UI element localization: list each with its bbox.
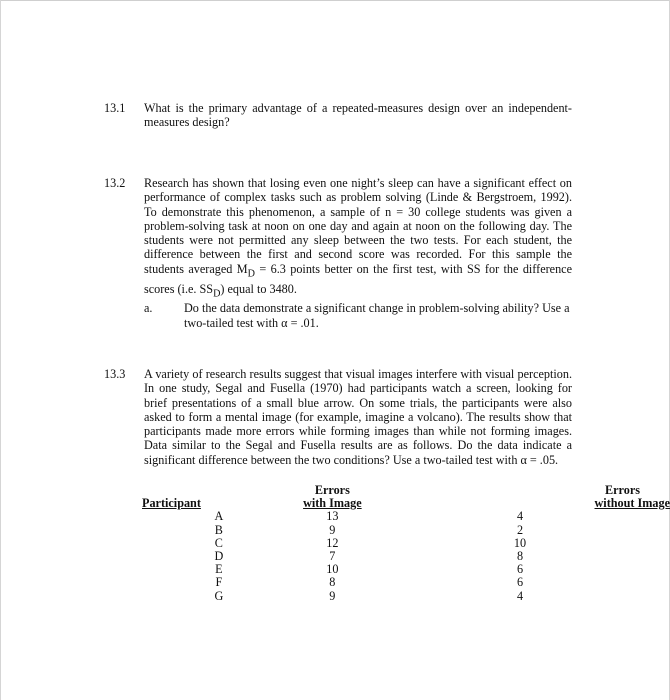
problem-text-part1: Research has shown that losing even one night’s sleep can have a significant effect on performance of complex tasks such as problem solving (Linde & Bergstroem, 1992). To demonstrate this phenomenon, a sample of n = 30 college students was given a problem-solving task at noon on one day and again at noon on the following day. The students were not permitted any sleep between the two tests. For each student, the difference between the first and second score was recorded. For this sample the students averaged M xyxy=(144,176,572,276)
problem-text-part2: = 6.3 points better on the first test, with SS for the difference scores (i.e. SS xyxy=(144,261,572,296)
cell-with-image: 8 xyxy=(329,575,336,590)
table-row xyxy=(142,510,670,523)
cell-with-image: 9 xyxy=(329,522,336,537)
table-header-row xyxy=(142,484,670,510)
cell-participant: E xyxy=(215,562,223,577)
cell-with-image: 12 xyxy=(326,535,339,550)
cell-participant: F xyxy=(215,575,223,590)
table-row xyxy=(142,576,670,589)
cell-participant: G xyxy=(214,588,224,603)
table-row xyxy=(142,590,670,603)
header-without-image: Errors without Image xyxy=(594,483,670,511)
cell-without-image: 2 xyxy=(516,522,524,537)
problem-text: What is the primary advantage of a repeated-measures design over an independent-measures design? xyxy=(144,101,572,130)
cell-with-image: 7 xyxy=(329,549,336,564)
header-participant: Participant xyxy=(142,496,201,511)
cell-with-image: 13 xyxy=(326,509,339,524)
cell-without-image: 4 xyxy=(516,509,524,524)
cell-participant: D xyxy=(214,549,224,564)
cell-participant: B xyxy=(214,522,223,537)
problem-13-3 xyxy=(104,367,572,467)
subscript-d-2: D xyxy=(213,287,221,299)
problem-text-part3: ) equal to 3480. xyxy=(220,281,297,296)
cell-with-image: 9 xyxy=(329,588,336,603)
cell-participant: A xyxy=(214,509,224,524)
page-edge-top xyxy=(0,0,670,1)
cell-with-image: 10 xyxy=(326,562,339,577)
problem-text: A variety of research results suggest that visual images interfere with visual perception. In one study, Segal and Fusella (1970) had participants watch a screen, looking for brief presentations of a small blue arrow. On some trials, the participants were also asked to form a mental image (for example, imagine a volcano). The results show that participants made more errors while forming images than while not forming images. Data similar to the Segal and Fusella results are as follows. Do the data indicate a significant difference between the two conditions? Use a two-tailed test with α = .05. xyxy=(144,367,572,467)
table-row xyxy=(142,524,670,537)
problem-number: 13.3 xyxy=(104,367,126,381)
cell-without-image: 4 xyxy=(516,588,524,603)
part-label: a. xyxy=(144,301,153,316)
cell-without-image: 8 xyxy=(516,549,524,564)
problem-text xyxy=(144,176,572,301)
errors-table xyxy=(142,484,670,603)
page-edge-left xyxy=(0,0,1,700)
problem-part-a xyxy=(144,301,572,330)
subscript-d: D xyxy=(247,268,255,280)
problem-13-2 xyxy=(104,176,572,330)
cell-without-image: 6 xyxy=(516,575,524,590)
cell-participant: C xyxy=(214,535,223,550)
problem-number: 13.2 xyxy=(104,176,126,190)
cell-without-image: 10 xyxy=(513,535,527,550)
problem-number: 13.1 xyxy=(104,101,126,115)
problem-13-1 xyxy=(104,101,572,130)
part-text: Do the data demonstrate a significant change in problem-solving ability? Use a two-tailed test with α = .01. xyxy=(184,301,570,330)
header-with-image: Errors with Image xyxy=(303,483,362,511)
cell-without-image: 6 xyxy=(516,562,524,577)
